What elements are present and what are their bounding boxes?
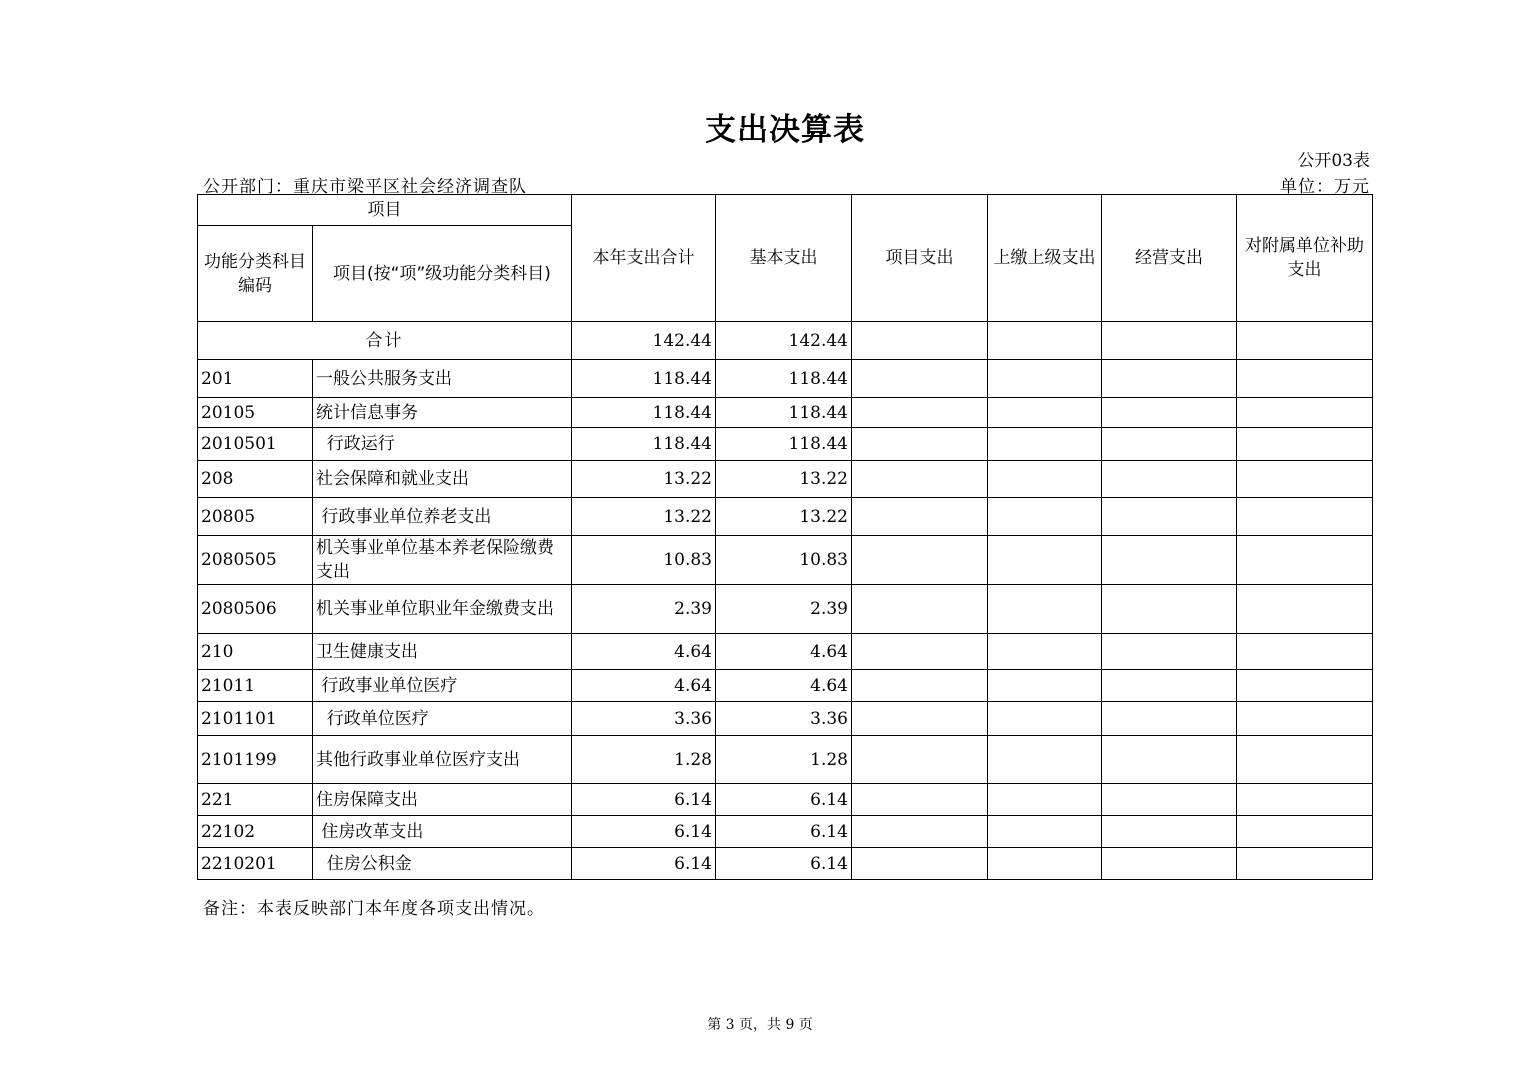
empty-cell bbox=[988, 784, 1102, 816]
row-basic: 6.14 bbox=[716, 848, 852, 880]
row-code: 21011 bbox=[198, 670, 313, 702]
header-basic: 基本支出 bbox=[716, 195, 852, 322]
empty-cell bbox=[1102, 702, 1237, 736]
empty-cell bbox=[988, 498, 1102, 536]
empty-cell bbox=[852, 322, 988, 360]
empty-cell bbox=[1102, 736, 1237, 784]
total-row-total: 142.44 bbox=[572, 322, 716, 360]
empty-cell bbox=[988, 322, 1102, 360]
row-total: 118.44 bbox=[572, 360, 716, 398]
total-row-label: 合计 bbox=[198, 322, 572, 360]
row-basic: 1.28 bbox=[716, 736, 852, 784]
row-code: 2101199 bbox=[198, 736, 313, 784]
row-basic: 118.44 bbox=[716, 398, 852, 428]
row-code: 2080505 bbox=[198, 536, 313, 585]
empty-cell bbox=[1237, 398, 1373, 428]
empty-cell bbox=[1237, 670, 1373, 702]
table-note: 备注：本表反映部门本年度各项支出情况。 bbox=[203, 899, 545, 919]
row-name: 住房改革支出 bbox=[313, 816, 572, 848]
empty-cell bbox=[1237, 816, 1373, 848]
table-row bbox=[198, 634, 1373, 670]
row-total: 118.44 bbox=[572, 428, 716, 461]
empty-cell bbox=[852, 360, 988, 398]
row-name: 行政事业单位养老支出 bbox=[313, 498, 572, 536]
row-name: 住房公积金 bbox=[313, 848, 572, 880]
form-number: 公开03表 bbox=[1297, 151, 1370, 171]
row-name: 机关事业单位基本养老保险缴费支出 bbox=[313, 536, 572, 585]
table-row bbox=[198, 670, 1373, 702]
row-total: 2.39 bbox=[572, 585, 716, 634]
empty-cell bbox=[988, 536, 1102, 585]
empty-cell bbox=[1237, 360, 1373, 398]
empty-cell bbox=[852, 784, 988, 816]
empty-cell bbox=[1237, 428, 1373, 461]
row-code: 210 bbox=[198, 634, 313, 670]
row-basic: 4.64 bbox=[716, 634, 852, 670]
empty-cell bbox=[1237, 848, 1373, 880]
row-total: 3.36 bbox=[572, 702, 716, 736]
table-row bbox=[198, 784, 1373, 816]
empty-cell bbox=[1237, 702, 1373, 736]
row-code: 2080506 bbox=[198, 585, 313, 634]
empty-cell bbox=[852, 398, 988, 428]
header-project: 项目支出 bbox=[852, 195, 988, 322]
row-code: 201 bbox=[198, 360, 313, 398]
table-row bbox=[198, 585, 1373, 634]
empty-cell bbox=[1237, 634, 1373, 670]
page-title: 支出决算表 bbox=[705, 112, 865, 148]
empty-cell bbox=[852, 736, 988, 784]
empty-cell bbox=[852, 536, 988, 585]
empty-cell bbox=[988, 736, 1102, 784]
row-basic: 3.36 bbox=[716, 702, 852, 736]
empty-cell bbox=[1237, 784, 1373, 816]
row-basic: 13.22 bbox=[716, 498, 852, 536]
empty-cell bbox=[1102, 848, 1237, 880]
row-basic: 4.64 bbox=[716, 670, 852, 702]
row-total: 6.14 bbox=[572, 784, 716, 816]
row-name: 行政单位医疗 bbox=[313, 702, 572, 736]
row-name: 卫生健康支出 bbox=[313, 634, 572, 670]
empty-cell bbox=[1102, 670, 1237, 702]
row-total: 4.64 bbox=[572, 670, 716, 702]
row-name: 社会保障和就业支出 bbox=[313, 461, 572, 498]
row-total: 10.83 bbox=[572, 536, 716, 585]
empty-cell bbox=[988, 398, 1102, 428]
table-row bbox=[198, 848, 1373, 880]
empty-cell bbox=[1102, 461, 1237, 498]
row-basic: 6.14 bbox=[716, 784, 852, 816]
empty-cell bbox=[988, 585, 1102, 634]
empty-cell bbox=[852, 461, 988, 498]
empty-cell bbox=[852, 428, 988, 461]
empty-cell bbox=[1237, 498, 1373, 536]
empty-cell bbox=[1237, 322, 1373, 360]
empty-cell bbox=[1102, 398, 1237, 428]
row-code: 2101101 bbox=[198, 702, 313, 736]
empty-cell bbox=[852, 702, 988, 736]
empty-cell bbox=[988, 461, 1102, 498]
header-total: 本年支出合计 bbox=[572, 195, 716, 322]
table-row bbox=[198, 461, 1373, 498]
unit-label: 单位：万元 bbox=[1280, 177, 1370, 197]
row-total: 13.22 bbox=[572, 461, 716, 498]
table-row bbox=[198, 360, 1373, 398]
empty-cell bbox=[1102, 585, 1237, 634]
page-indicator: 第 3 页，共 9 页 bbox=[707, 1017, 813, 1033]
empty-cell bbox=[852, 498, 988, 536]
empty-cell bbox=[852, 816, 988, 848]
row-code: 221 bbox=[198, 784, 313, 816]
row-basic: 13.22 bbox=[716, 461, 852, 498]
total-row-basic: 142.44 bbox=[716, 322, 852, 360]
empty-cell bbox=[1102, 428, 1237, 461]
row-total: 118.44 bbox=[572, 398, 716, 428]
empty-cell bbox=[988, 428, 1102, 461]
row-basic: 118.44 bbox=[716, 428, 852, 461]
table-row bbox=[198, 498, 1373, 536]
empty-cell bbox=[1102, 784, 1237, 816]
header-name: 项目(按“项”级功能分类科目) bbox=[313, 226, 572, 322]
empty-cell bbox=[988, 702, 1102, 736]
row-name: 行政运行 bbox=[313, 428, 572, 461]
empty-cell bbox=[1102, 498, 1237, 536]
header-subsidy: 对附属单位补助支出 bbox=[1237, 195, 1373, 322]
row-code: 20805 bbox=[198, 498, 313, 536]
row-basic: 118.44 bbox=[716, 360, 852, 398]
header-project-group: 项目 bbox=[198, 195, 572, 226]
row-total: 4.64 bbox=[572, 634, 716, 670]
empty-cell bbox=[1237, 585, 1373, 634]
empty-cell bbox=[1237, 461, 1373, 498]
empty-cell bbox=[852, 634, 988, 670]
empty-cell bbox=[1237, 736, 1373, 784]
row-name: 统计信息事务 bbox=[313, 398, 572, 428]
empty-cell bbox=[988, 816, 1102, 848]
table-row bbox=[198, 736, 1373, 784]
empty-cell bbox=[988, 670, 1102, 702]
empty-cell bbox=[852, 848, 988, 880]
table-row bbox=[198, 398, 1373, 428]
row-total: 13.22 bbox=[572, 498, 716, 536]
empty-cell bbox=[1237, 536, 1373, 585]
header-code: 功能分类科目编码 bbox=[198, 226, 313, 322]
empty-cell bbox=[1102, 360, 1237, 398]
row-name: 其他行政事业单位医疗支出 bbox=[313, 736, 572, 784]
expenditure-table bbox=[197, 194, 1373, 880]
row-basic: 2.39 bbox=[716, 585, 852, 634]
table-row bbox=[198, 816, 1373, 848]
row-basic: 10.83 bbox=[716, 536, 852, 585]
row-code: 20105 bbox=[198, 398, 313, 428]
empty-cell bbox=[1102, 536, 1237, 585]
row-total: 1.28 bbox=[572, 736, 716, 784]
empty-cell bbox=[852, 585, 988, 634]
row-code: 208 bbox=[198, 461, 313, 498]
table-row bbox=[198, 428, 1373, 461]
table-row bbox=[198, 536, 1373, 585]
row-name: 住房保障支出 bbox=[313, 784, 572, 816]
row-code: 2210201 bbox=[198, 848, 313, 880]
row-code: 2010501 bbox=[198, 428, 313, 461]
empty-cell bbox=[1102, 322, 1237, 360]
empty-cell bbox=[852, 670, 988, 702]
row-basic: 6.14 bbox=[716, 816, 852, 848]
row-total: 6.14 bbox=[572, 848, 716, 880]
row-name: 行政事业单位医疗 bbox=[313, 670, 572, 702]
empty-cell bbox=[988, 360, 1102, 398]
empty-cell bbox=[988, 634, 1102, 670]
row-code: 22102 bbox=[198, 816, 313, 848]
empty-cell bbox=[988, 848, 1102, 880]
row-name: 一般公共服务支出 bbox=[313, 360, 572, 398]
row-name: 机关事业单位职业年金缴费支出 bbox=[313, 585, 572, 634]
table-row bbox=[198, 702, 1373, 736]
empty-cell bbox=[1102, 816, 1237, 848]
header-business: 经营支出 bbox=[1102, 195, 1237, 322]
header-superior: 上缴上级支出 bbox=[988, 195, 1102, 322]
department-label: 公开部门：重庆市梁平区社会经济调查队 bbox=[203, 177, 527, 197]
empty-cell bbox=[1102, 634, 1237, 670]
row-total: 6.14 bbox=[572, 816, 716, 848]
